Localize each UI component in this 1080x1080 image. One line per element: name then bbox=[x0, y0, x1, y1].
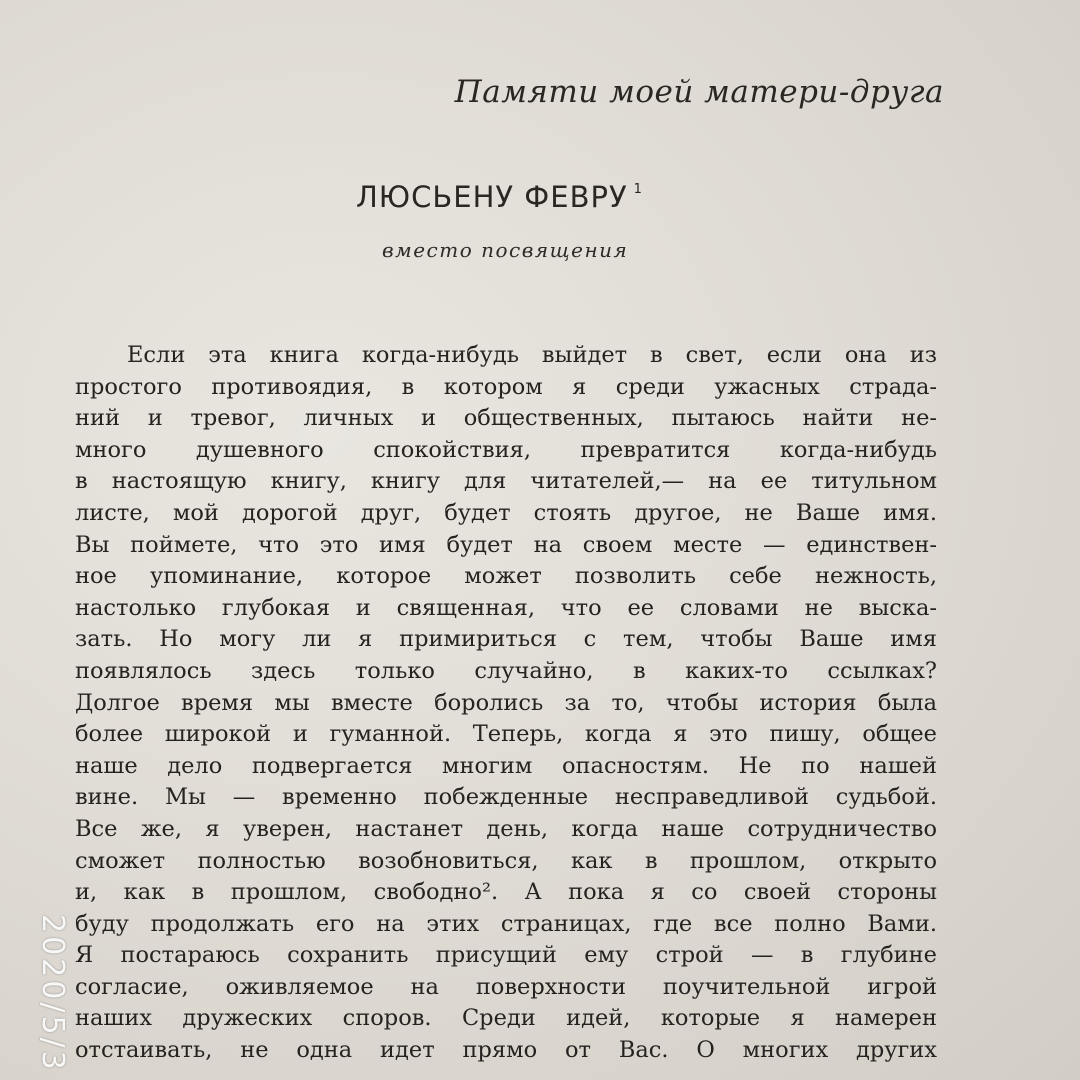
epigraph: Памяти моей матери-друга bbox=[454, 74, 944, 110]
text-line: более широкой и гуманной. Теперь, когда я это пишу, общее bbox=[75, 721, 937, 748]
text-line: в настоящую книгу, книгу для читателей,— на ее титульном bbox=[75, 468, 937, 495]
date-watermark: 2020/5/3 bbox=[35, 914, 70, 1073]
text-line: много душевного спокойствия, превратится когда-нибудь bbox=[75, 436, 937, 463]
text-line: вине. Мы — временно побежденные несправедливой судьбой. bbox=[75, 784, 937, 811]
text-line: ное упоминание, которое может позволить себе нежность, bbox=[75, 563, 937, 590]
text-line: наше дело подвергается многим опасностям. Не по нашей bbox=[75, 752, 937, 779]
text-line: Если эта книга когда-нибудь выйдет в свет, если она из bbox=[127, 342, 937, 368]
text-line: зать. Но могу ли я примириться с тем, чтобы Ваше имя bbox=[75, 626, 937, 653]
text-line: настолько глубокая и священная, что ее словами не выска- bbox=[75, 594, 937, 621]
text-line: сможет полностью возобновиться, как в прошлом, открыто bbox=[75, 847, 937, 874]
body-text bbox=[75, 340, 937, 1067]
dedication-subtitle: вместо посвящения bbox=[382, 238, 629, 262]
text-line: Все же, я уверен, настанет день, когда наше сотрудничество bbox=[75, 815, 937, 842]
text-line: отстаивать, не одна идет прямо от Вас. О многих других bbox=[75, 1037, 937, 1064]
footnote-marker: 1 bbox=[633, 182, 643, 197]
dedication-title-text: ЛЮСЬЕНУ ФЕВРУ bbox=[356, 180, 628, 214]
text-line: буду продолжать его на этих страницах, где все полно Вами. bbox=[75, 910, 937, 937]
text-line: простого противоядия, в котором я среди ужасных страда- bbox=[75, 373, 937, 400]
text-line: Я постараюсь сохранить присущий ему строй — в глубине bbox=[75, 942, 937, 969]
text-line: наших дружеских споров. Среди идей, которые я намерен bbox=[75, 1005, 937, 1032]
text-line: Вы поймете, что это имя будет на своем месте — единствен- bbox=[75, 531, 937, 558]
dedication-title bbox=[356, 180, 643, 214]
text-line: листе, мой дорогой друг, будет стоять другое, не Ваше имя. bbox=[75, 499, 937, 526]
text-line: Долгое время мы вместе боролись за то, чтобы история была bbox=[75, 689, 937, 716]
text-line: согласие, оживляемое на поверхности поучительной игрой bbox=[75, 973, 937, 1000]
text-line: ний и тревог, личных и общественных, пытаюсь найти не- bbox=[75, 405, 937, 432]
text-line: и, как в прошлом, свободно². А пока я со своей стороны bbox=[75, 879, 937, 906]
text-line: появлялось здесь только случайно, в каких-то ссылках? bbox=[75, 657, 937, 684]
